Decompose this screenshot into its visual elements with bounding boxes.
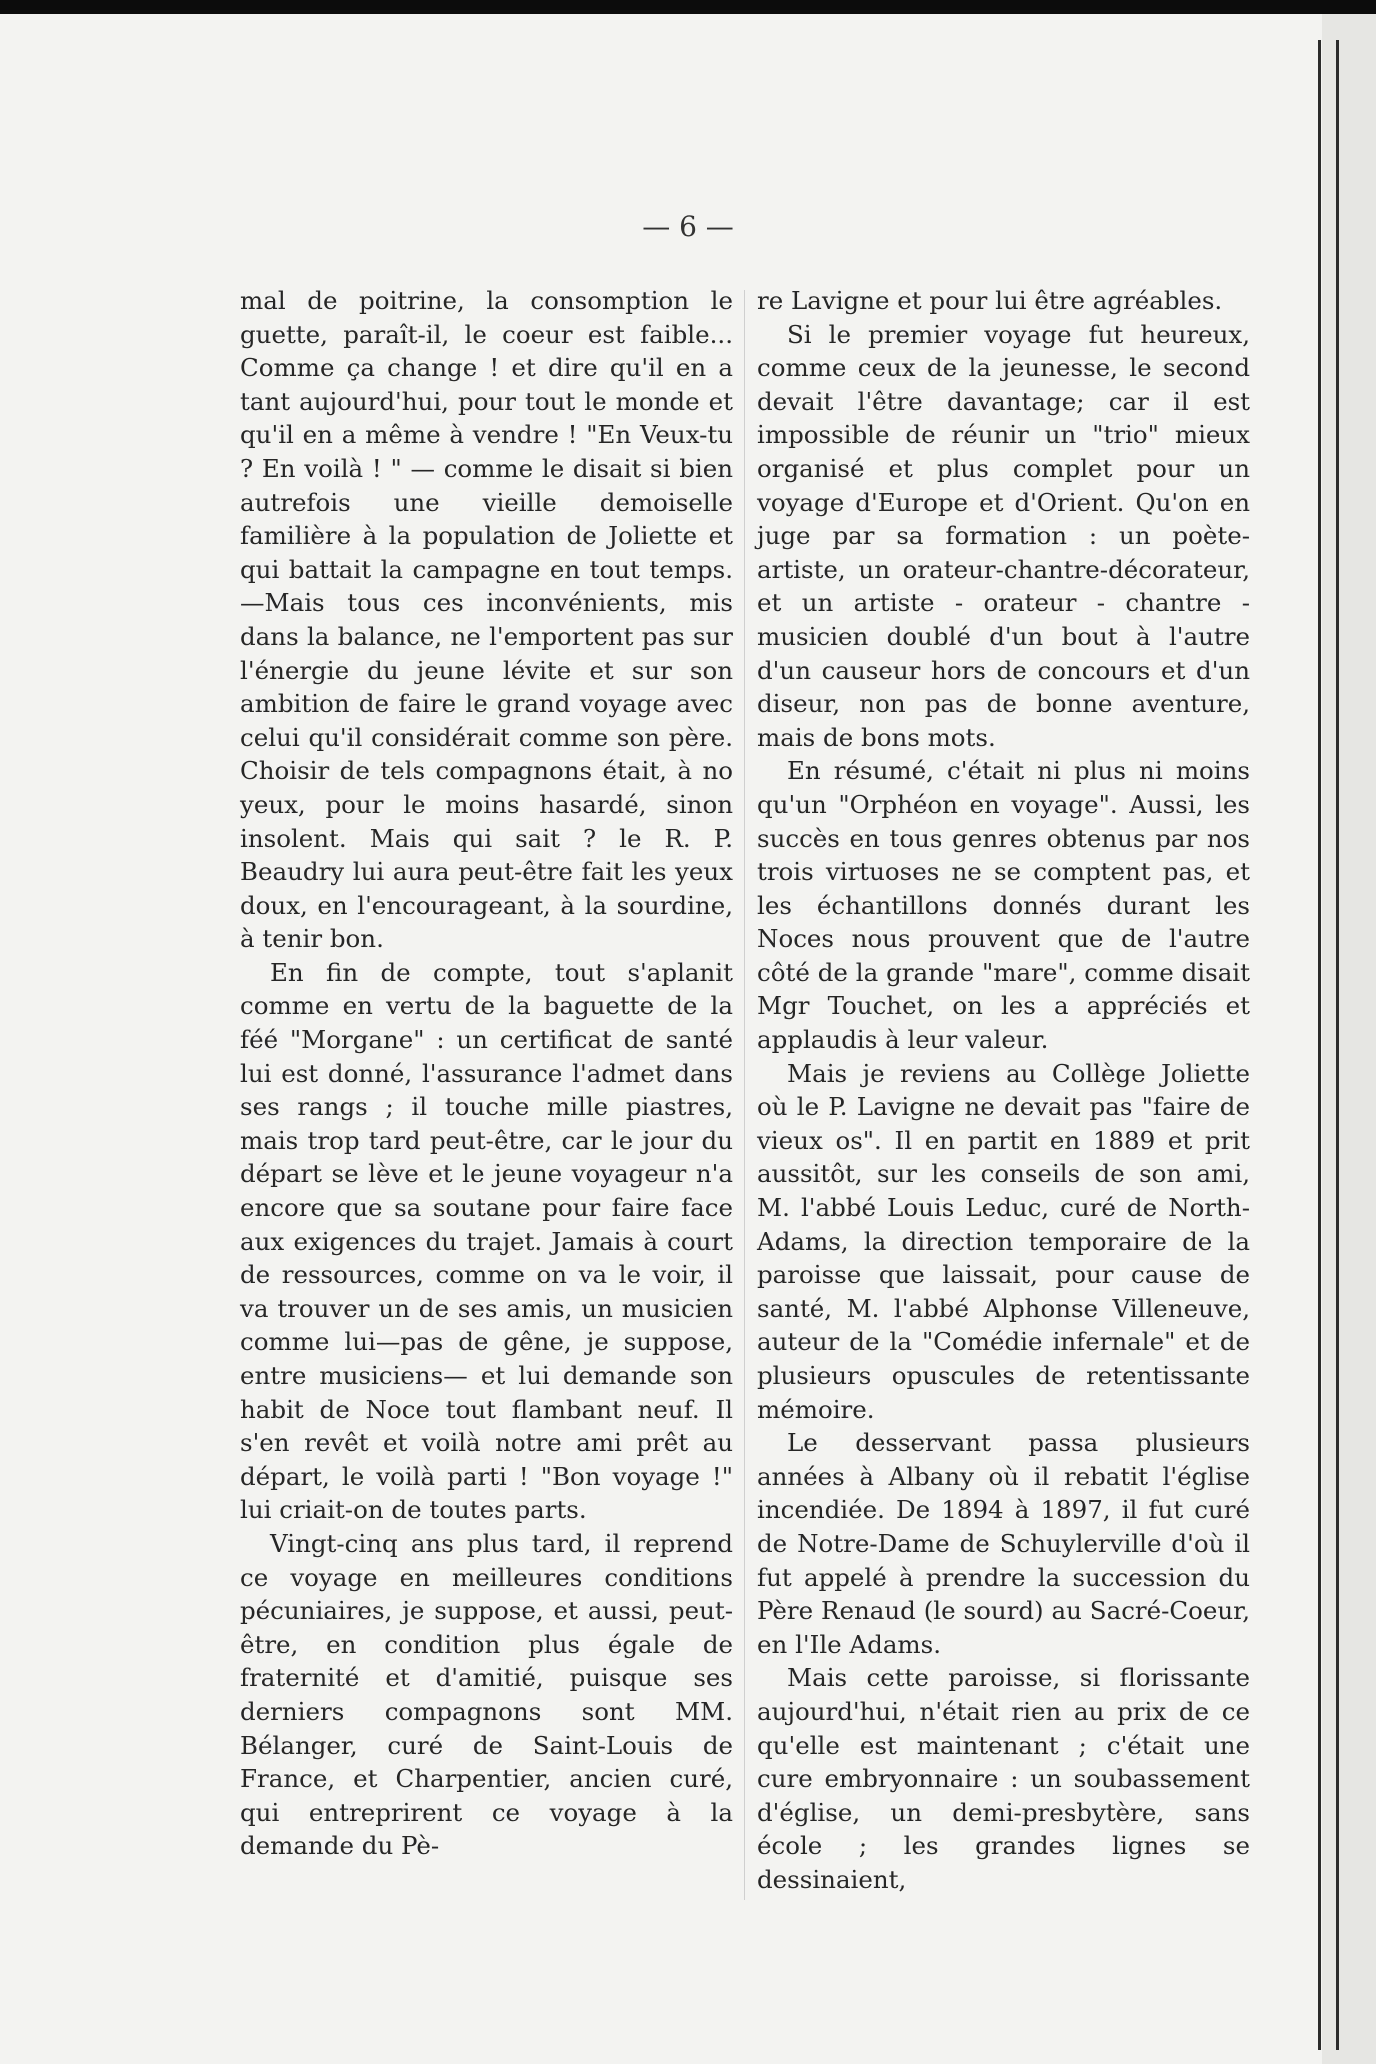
page-number: — 6 — — [642, 210, 734, 243]
right-text-column — [757, 284, 1250, 1897]
paragraph: Mais je reviens au Collège Joliette où le P. Lavigne ne devait pas "faire de vieux os". Il en partit en 1889 et prit aussitôt, sur les conseils de son ami, M. l'abbé Louis Leduc, curé de North-Adams, la direction temporaire de la paroisse que laissait, pour cause de santé, M. l'abbé Alphonse Villeneuve, auteur de la "Comédie infernale" et de plusieurs opuscules de retentissante mémoire. — [757, 1058, 1250, 1424]
paragraph: Vingt-cinq ans plus tard, il reprend ce voyage en meilleures conditions pécuniaires, je suppose, et aussi, peut-être, en condition plus égale de fraternité et d'amitié, puisque ses derniers compagnons sont MM. Bélanger, curé de Saint-Louis de France, et Charpentier, ancien curé, qui entreprirent ce voyage à la demande du Pè- — [240, 1528, 733, 1861]
paragraph: Mais cette paroisse, si florissante aujourd'hui, n'était rien au prix de ce qu'elle est maintenant ; c'était une cure embryonnaire : un soubassement d'église, un demi-presbytère, sans école ; les grandes lignes se dessinaient, — [757, 1663, 1250, 1894]
page-edge — [1322, 14, 1376, 2064]
paragraph: En fin de compte, tout s'aplanit comme en vertu de la baguette de la féé "Morgane" : un certificat de santé lui est donné, l'assurance l'admet dans ses rangs ; il touche mille piastres, mais trop tard peut-être, car le jour du départ se lève et le jeune voyageur n'a encore que sa soutane pour faire face aux exigences du trajet. Jamais à court de ressources, comme on va le voir, il va trouver un de ses amis, un musicien comme lui—pas de gêne, je suppose, entre musiciens— et lui demande son habit de Noce tout flambant neuf. Il s'en revêt et voilà notre ami prêt au départ, le voilà parti ! "Bon voyage !" lui criait-on de toutes parts. — [240, 957, 733, 1525]
paragraph: re Lavigne et pour lui être agréables. — [757, 286, 1223, 315]
paragraph: En résumé, c'était ni plus ni moins qu'un "Orphéon en voyage". Aussi, les succès en tous genres obtenus par nos trois virtuoses ne se comptent pas, et les échantillons donnés durant les Noces nous prouvent que de l'autre côté de la grande "mare", comme disait Mgr Touchet, on les a appréciés et applaudis à leur valeur. — [757, 756, 1250, 1055]
column-divider — [744, 290, 745, 1900]
paragraph: mal de poitrine, la consomption le guette, paraît-il, le coeur est faible... Comme ça change ! et dire qu'il en a tant aujourd'hui, pour tout le monde et qu'il en a même à vendre ! "En Veux-tu ? En voilà ! " — comme le disait si bien autrefois une vieille demoiselle familière à la population de Joliette et qui battait la campagne en tout temps.—Mais tous ces inconvénients, mis dans la balance, ne l'emportent pas sur l'énergie du jeune lévite et sur son ambition de faire le grand voyage avec celui qu'il considérait comme son père. Choisir de tels compagnons était, à no yeux, pour le moins hasardé, sinon insolent. Mais qui sait ? le R. P. Beaudry lui aura peut-être fait les yeux doux, en l'encourageant, à la sourdine, à tenir bon. — [240, 286, 733, 954]
left-text-column — [240, 284, 733, 1863]
paragraph: Le desservant passa plusieurs années à Albany où il rebatit l'église incendiée. De 1894 à 1897, il fut curé de Notre-Dame de Schuylerville d'où il fut appelé à prendre la succession du Père Renaud (le sourd) au Sacré-Coeur, en l'Ile Adams. — [757, 1428, 1250, 1659]
page-edge-line — [1318, 40, 1321, 2050]
paragraph: Si le premier voyage fut heureux, comme ceux de la jeunesse, le second devait l'être davantage; car il est impossible de réunir un "trio" mieux organisé et plus complet pour un voyage d'Europe et d'Orient. Qu'on en juge par sa formation : un poète-artiste, un orateur-chantre-décorateur, et un artiste - orateur - chantre - musicien doublé d'un bout à l'autre d'un causeur hors de concours et d'un diseur, non pas de bonne aventure, mais de bons mots. — [757, 319, 1250, 752]
page-edge-line — [1336, 40, 1339, 2050]
